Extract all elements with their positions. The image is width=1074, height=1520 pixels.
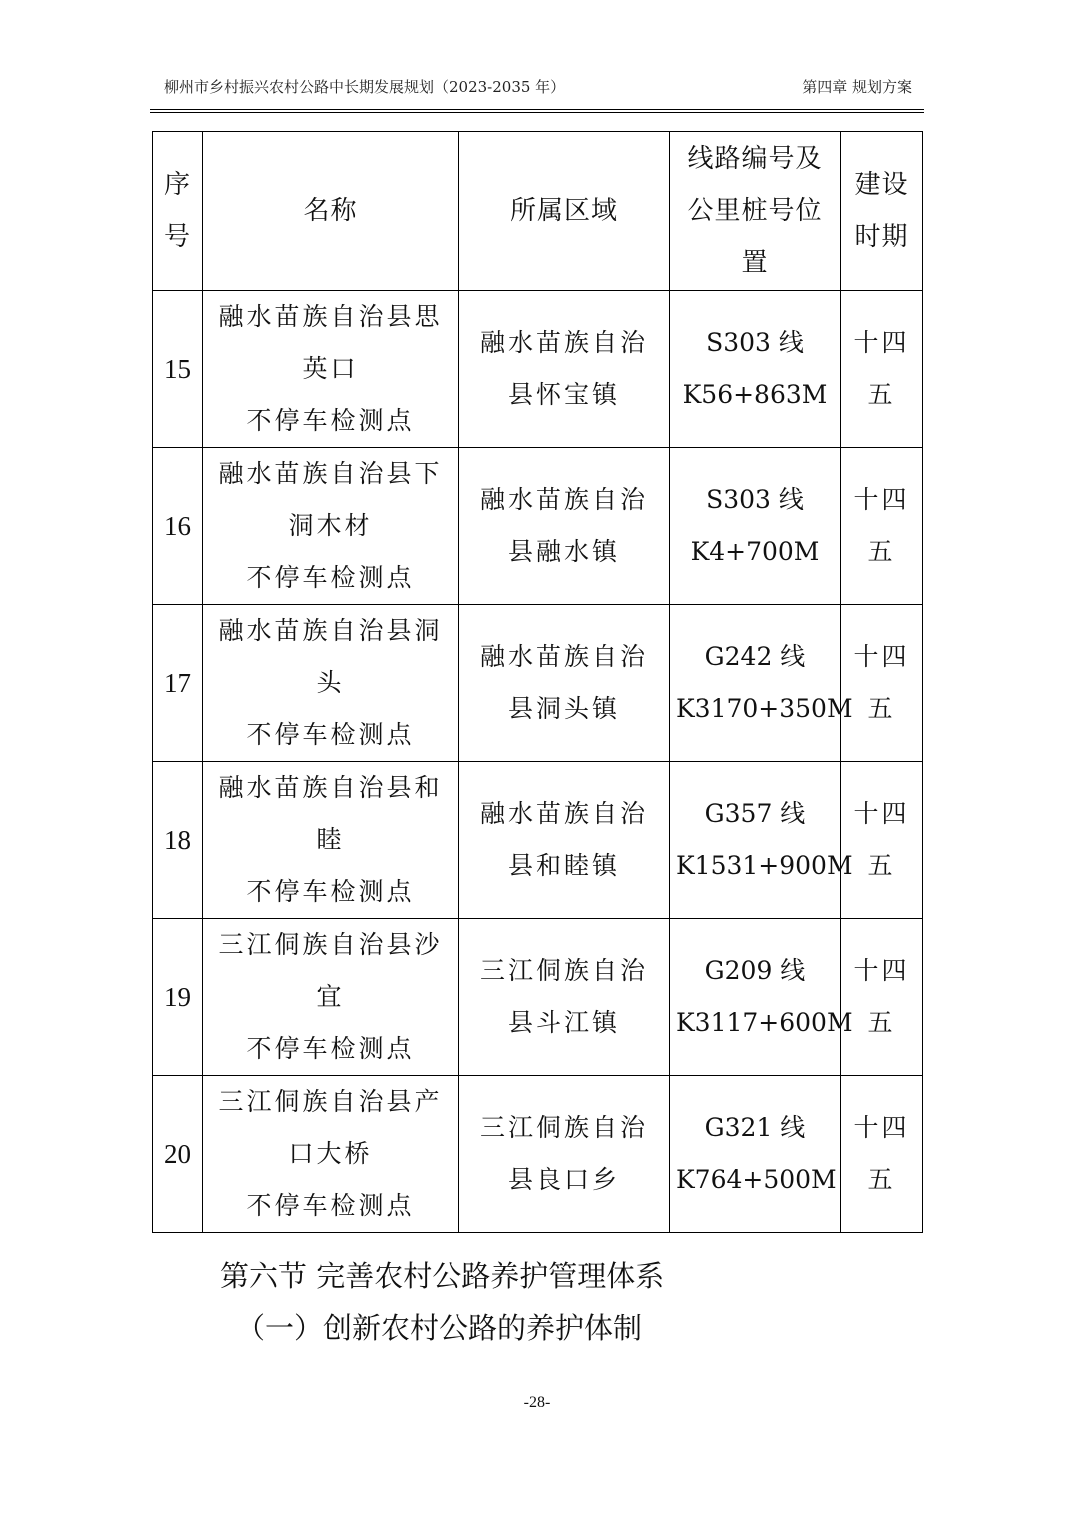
cell-route: G209 线 K3117+600M	[670, 919, 841, 1076]
cell-region: 融水苗族自治 县洞头镇	[459, 605, 670, 762]
cell-region: 三江侗族自治 县良口乡	[459, 1076, 670, 1233]
subsection-heading: （一）创新农村公路的养护体制	[236, 1311, 643, 1345]
cell-index: 20	[153, 1076, 203, 1233]
cell-name: 三江侗族自治县产 口大桥 不停车检测点	[203, 1076, 459, 1233]
cell-index: 17	[153, 605, 203, 762]
cell-region: 三江侗族自治 县斗江镇	[459, 919, 670, 1076]
running-header-chapter: 第四章 规划方案	[802, 78, 912, 96]
cell-name: 融水苗族自治县洞 头 不停车检测点	[203, 605, 459, 762]
cell-region: 融水苗族自治 县和睦镇	[459, 762, 670, 919]
cell-region: 融水苗族自治 县怀宝镇	[459, 291, 670, 448]
table-row	[153, 605, 923, 762]
cell-period: 十四 五	[841, 605, 923, 762]
header-name: 名称	[203, 132, 459, 291]
header-region: 所属区域	[459, 132, 670, 291]
cell-period: 十四 五	[841, 762, 923, 919]
table-body	[153, 291, 923, 1233]
checkpoint-table	[152, 131, 923, 1233]
cell-name: 三江侗族自治县沙 宜 不停车检测点	[203, 919, 459, 1076]
cell-name: 融水苗族自治县思 英口 不停车检测点	[203, 291, 459, 448]
table-row	[153, 1076, 923, 1233]
cell-period: 十四 五	[841, 1076, 923, 1233]
header-route: 线路编号及 公里桩号位 置	[670, 132, 841, 291]
table-row	[153, 762, 923, 919]
cell-index: 15	[153, 291, 203, 448]
header-rule-second	[150, 112, 924, 113]
cell-route: G242 线 K3170+350M	[670, 605, 841, 762]
section-heading: 第六节 完善农村公路养护管理体系	[220, 1259, 665, 1293]
cell-period: 十四 五	[841, 448, 923, 605]
cell-region: 融水苗族自治 县融水镇	[459, 448, 670, 605]
cell-period: 十四 五	[841, 919, 923, 1076]
page-number: -28-	[523, 1394, 551, 1411]
cell-index: 18	[153, 762, 203, 919]
running-header-title: 柳州市乡村振兴农村公路中长期发展规划（2023-2035 年）	[164, 78, 566, 96]
cell-route: G357 线 K1531+900M	[670, 762, 841, 919]
header-period: 建设 时期	[841, 132, 923, 291]
table-header-row	[153, 132, 923, 291]
cell-index: 19	[153, 919, 203, 1076]
table-row	[153, 448, 923, 605]
table-row	[153, 919, 923, 1076]
cell-route: S303 线 K4+700M	[670, 448, 841, 605]
cell-name: 融水苗族自治县下 洞木材 不停车检测点	[203, 448, 459, 605]
header-index: 序 号	[153, 132, 203, 291]
cell-period: 十四 五	[841, 291, 923, 448]
header-rule	[150, 109, 924, 110]
cell-route: S303 线 K56+863M	[670, 291, 841, 448]
table-row	[153, 291, 923, 448]
cell-route: G321 线 K764+500M	[670, 1076, 841, 1233]
cell-name: 融水苗族自治县和 睦 不停车检测点	[203, 762, 459, 919]
cell-index: 16	[153, 448, 203, 605]
